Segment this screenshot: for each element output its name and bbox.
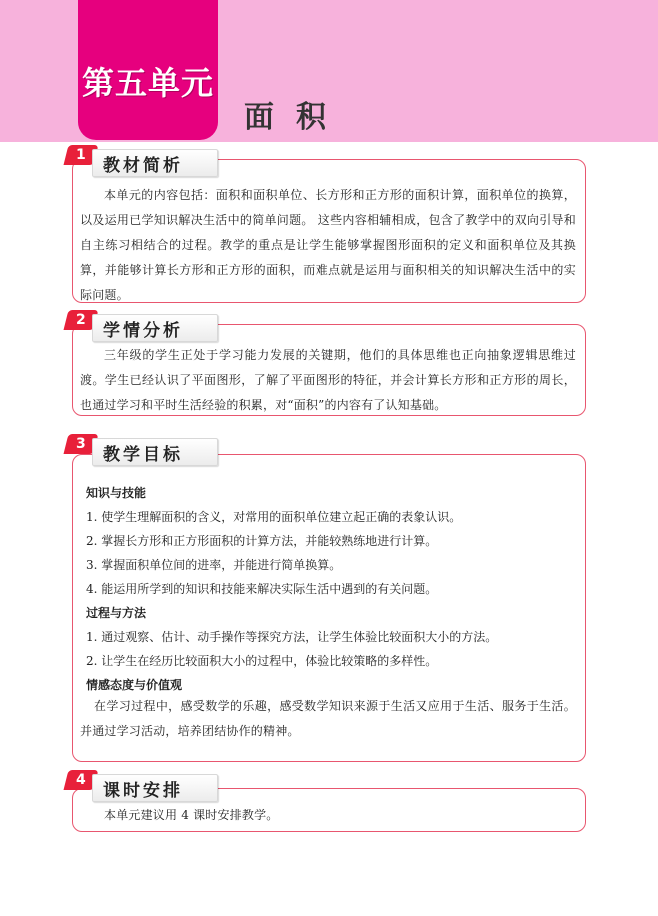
knowledge-item: 3. 掌握面积单位间的进率，并能进行简单换算。 xyxy=(86,558,342,572)
section-heading-bar xyxy=(92,149,218,177)
schedule-text: 本单元建议用 4 课时安排教学。 xyxy=(104,808,279,822)
section-number-badge: 4 xyxy=(64,770,99,790)
knowledge-item: 4. 能运用所学到的知识和技能来解决实际生活中遇到的有关问题。 xyxy=(86,582,438,596)
section-analysis xyxy=(66,147,586,303)
section-heading-bar xyxy=(92,314,218,342)
section-heading: 教材简析 xyxy=(103,156,183,176)
section-heading: 课时安排 xyxy=(103,781,183,801)
process-heading: 过程与方法 xyxy=(86,606,147,620)
section-heading-bar xyxy=(92,438,218,466)
students-text: 三年级的学生正处于学习能力发展的关键期，他们的具体思维也正向抽象逻辑思维过渡。学生已经认识了平面图形，了解了平面图形的特征，并会计算长方形和正方形的周长，也通过学习和平时生活经验的积累，对“面积”的内容有了认知基础。 xyxy=(80,348,576,412)
section-schedule xyxy=(66,772,586,832)
analysis-text: 本单元的内容包括：面积和面积单位、长方形和正方形的面积计算，面积单位的换算，以及运用已学知识解决生活中的简单问题。 这些内容相辅相成，包含了教学中的双向引导和自主练习相结合的过程。教学的重点是让学生能够掌握图形面积的定义和面积单位及其换算，并能够计算长方形和正方形的面积，而难点就是运用与面积相关的知识解决生活中的实际问题。 xyxy=(80,188,576,302)
emotion-text: 在学习过程中，感受数学的乐趣，感受数学知识来源于生活又应用于生活、服务于生活。并通过学习活动，培养团结协作的精神。 xyxy=(80,699,576,738)
section-students xyxy=(66,312,586,416)
section-heading-bar xyxy=(92,774,218,802)
section-number-badge: 2 xyxy=(64,310,99,330)
section-number-badge: 1 xyxy=(64,145,99,165)
chapter-title: 面积 xyxy=(244,100,348,135)
knowledge-item: 2. 掌握长方形和正方形面积的计算方法，并能较熟练地进行计算。 xyxy=(86,534,438,548)
emotion-heading: 情感态度与价值观 xyxy=(86,678,183,692)
section-heading: 学情分析 xyxy=(103,321,183,341)
knowledge-item: 1. 使学生理解面积的含义，对常用的面积单位建立起正确的表象认识。 xyxy=(86,510,462,524)
unit-label: 第五单元 xyxy=(82,64,215,102)
section-objectives xyxy=(66,436,586,762)
section-number-badge: 3 xyxy=(64,434,99,454)
knowledge-heading: 知识与技能 xyxy=(86,486,147,500)
process-item: 1. 通过观察、估计、动手操作等探究方法，让学生体验比较面积大小的方法。 xyxy=(86,630,498,644)
section-heading: 教学目标 xyxy=(103,445,183,465)
process-item: 2. 让学生在经历比较面积大小的过程中，体验比较策略的多样性。 xyxy=(86,654,438,668)
